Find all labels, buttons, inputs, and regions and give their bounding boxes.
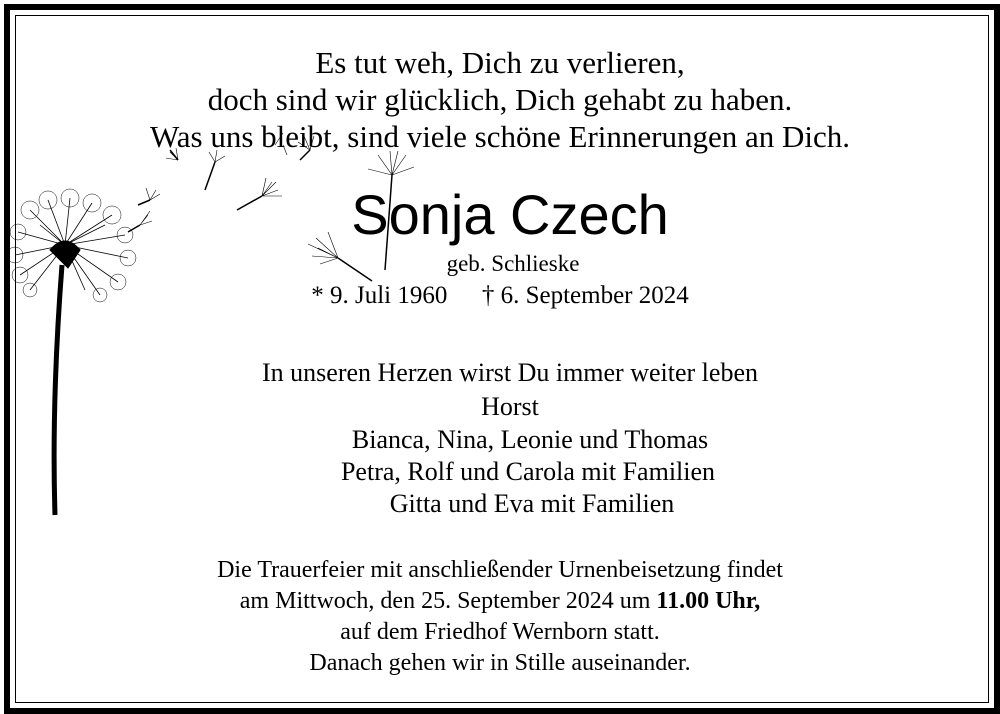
mourner-line-3: Petra, Rolf und Carola mit Familien <box>340 457 716 486</box>
cross-icon: † <box>481 282 495 309</box>
birth-name: geb. Schlieske <box>446 251 580 276</box>
ceremony-line-1: Die Trauerfeier mit anschließender Urnenbeisetzung findet <box>217 557 783 583</box>
quote-line-2: doch sind wir glücklich, Dich gehabt zu haben. <box>207 82 793 117</box>
mourner-line-1: Horst <box>481 392 539 421</box>
ceremony-date: am Mittwoch, den 25. September 2024 um <box>239 588 657 614</box>
ceremony-line-2 <box>0 586 1000 617</box>
ceremony-line-3: auf dem Friedhof Wernborn statt. <box>340 619 660 645</box>
mourner-line-2: Bianca, Nina, Leonie und Thomas <box>351 425 709 454</box>
death-date: 6. September 2024 <box>500 282 689 309</box>
ceremony-time: 11.00 Uhr, <box>656 588 761 614</box>
quote-line-1: Es tut weh, Dich zu verlieren, <box>315 45 685 80</box>
mourner-line-4: Gitta und Eva mit Familien <box>389 489 675 518</box>
birth-date: * 9. Juli 1960 <box>311 282 448 309</box>
mourners-intro: In unseren Herzen wirst Du immer weiter leben <box>262 358 758 387</box>
deceased-name: Sonja Czech <box>351 183 669 246</box>
quote-line-3: Was uns bleibt, sind viele schöne Erinnerungen an Dich. <box>150 119 850 154</box>
ceremony-line-4: Danach gehen wir in Stille auseinander. <box>309 650 691 676</box>
life-dates <box>0 281 1000 311</box>
